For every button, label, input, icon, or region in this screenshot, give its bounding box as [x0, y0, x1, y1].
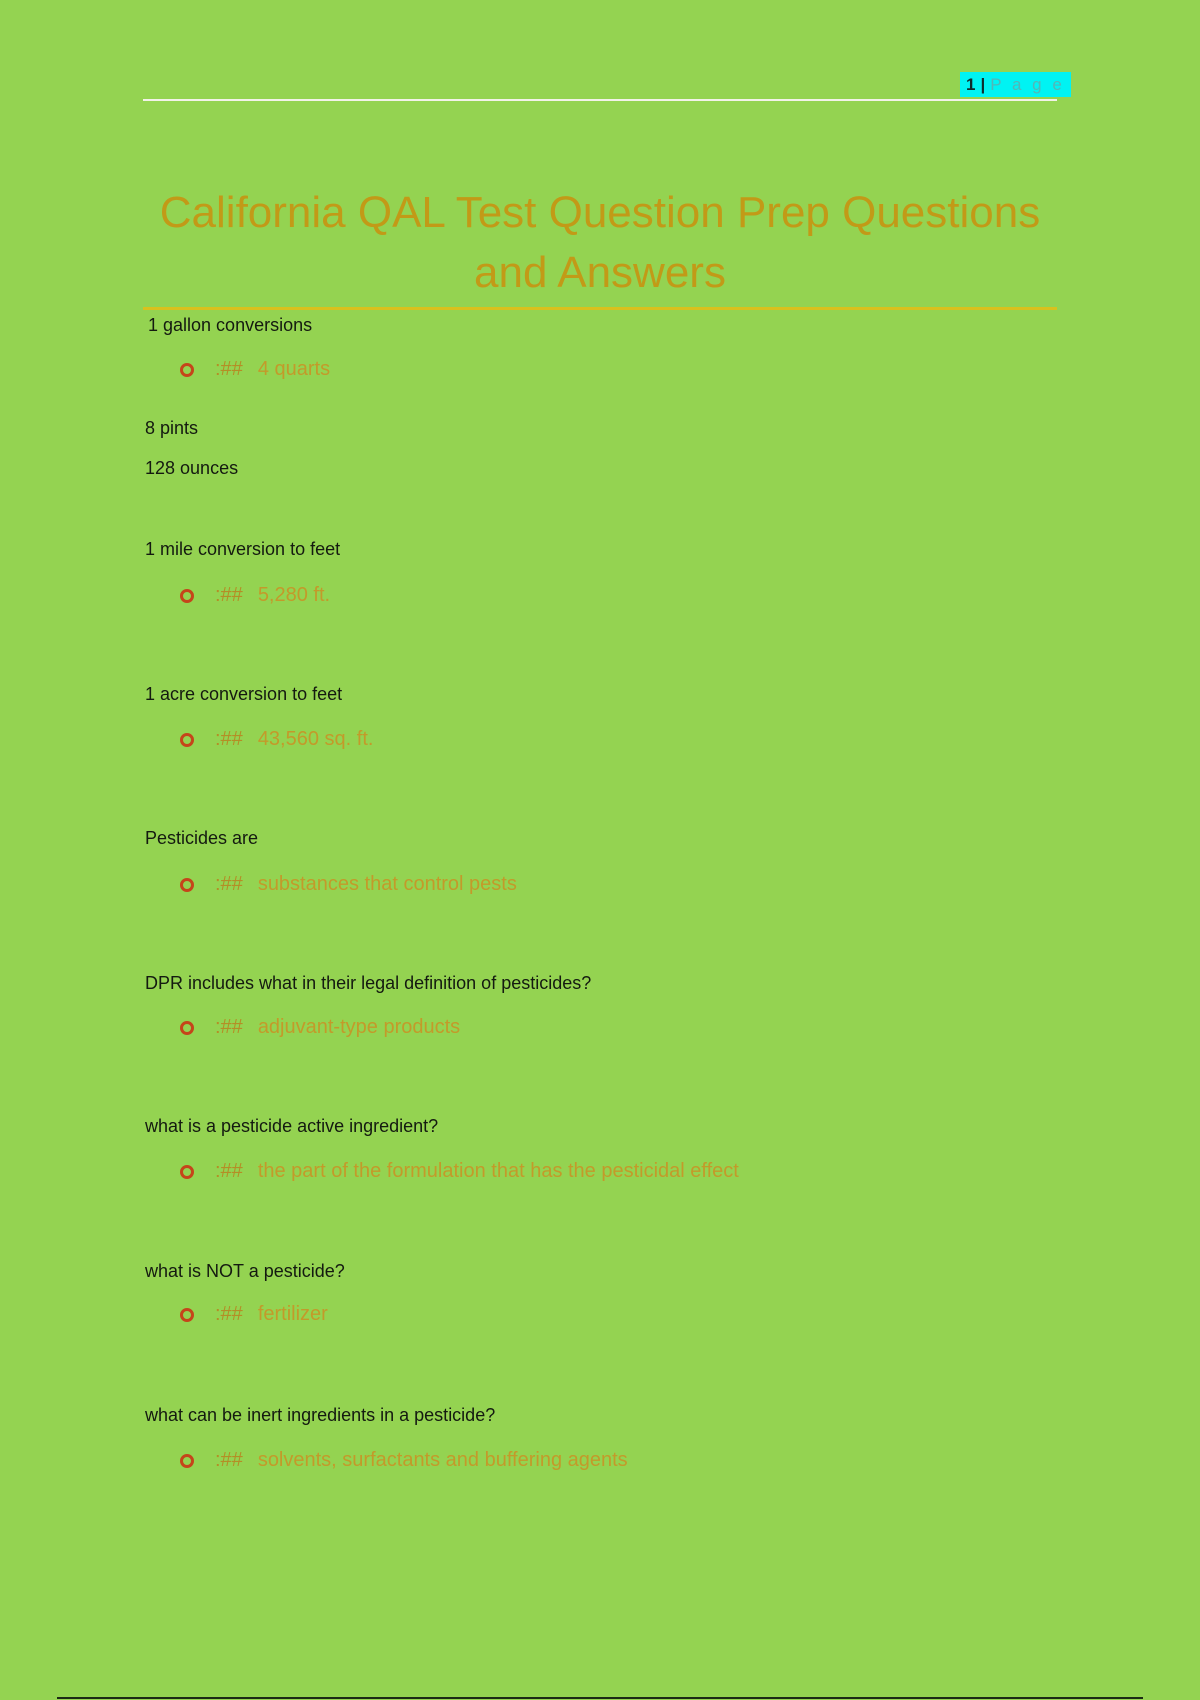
- answer-marker: :##: [215, 584, 243, 606]
- answer-marker: :##: [215, 728, 243, 750]
- answer-4: [180, 873, 517, 896]
- page-label: P a g e: [990, 75, 1065, 94]
- title-line-2: and Answers: [474, 248, 726, 297]
- question-1-extra-1: 8 pints: [145, 418, 199, 438]
- answer-7: [180, 1303, 328, 1326]
- question-2: 1 mile conversion to feet: [145, 539, 341, 559]
- document-title: [143, 183, 1057, 303]
- header-divider: [143, 99, 1057, 101]
- title-underline: [143, 307, 1057, 310]
- footer-divider: [57, 1697, 1143, 1699]
- answer-marker: :##: [215, 1449, 243, 1471]
- answer-marker: :##: [215, 1160, 243, 1182]
- circle-bullet-icon: [180, 1165, 194, 1179]
- answer-6: [180, 1160, 739, 1183]
- answer-text: 4 quarts: [257, 358, 331, 380]
- answer-marker: :##: [215, 358, 243, 380]
- page-separator: |: [980, 75, 989, 94]
- question-6: what is a pesticide active ingredient?: [145, 1116, 439, 1136]
- page-number: 1: [966, 75, 979, 94]
- answer-5: [180, 1016, 460, 1039]
- question-5: DPR includes what in their legal definition of pesticides?: [145, 973, 592, 993]
- question-3: 1 acre conversion to feet: [145, 684, 343, 704]
- title-line-1: California QAL Test Question Prep Questions: [159, 188, 1041, 237]
- question-8: what can be inert ingredients in a pesticide?: [145, 1405, 496, 1425]
- circle-bullet-icon: [180, 589, 194, 603]
- circle-bullet-icon: [180, 363, 194, 377]
- answer-1: [180, 358, 330, 381]
- question-4: Pesticides are: [145, 828, 259, 848]
- answer-text: the part of the formulation that has the pesticidal effect: [257, 1160, 739, 1182]
- page-number-badge: [960, 72, 1071, 97]
- answer-text: 5,280 ft.: [257, 584, 331, 606]
- circle-bullet-icon: [180, 733, 194, 747]
- answer-2: [180, 584, 330, 607]
- answer-marker: :##: [215, 1016, 243, 1038]
- answer-text: fertilizer: [257, 1303, 328, 1325]
- answer-text: substances that control pests: [257, 873, 517, 895]
- circle-bullet-icon: [180, 878, 194, 892]
- answer-marker: :##: [215, 873, 243, 895]
- answer-3: [180, 728, 373, 751]
- answer-marker: :##: [215, 1303, 243, 1325]
- circle-bullet-icon: [180, 1021, 194, 1035]
- answer-text: solvents, surfactants and buffering agents: [257, 1449, 628, 1471]
- question-1-extra-2: 128 ounces: [145, 458, 239, 478]
- question-7: what is NOT a pesticide?: [145, 1261, 345, 1281]
- answer-text: adjuvant-type products: [257, 1016, 461, 1038]
- circle-bullet-icon: [180, 1454, 194, 1468]
- answer-8: [180, 1449, 628, 1472]
- circle-bullet-icon: [180, 1308, 194, 1322]
- answer-text: 43,560 sq. ft.: [257, 728, 374, 750]
- question-1: 1 gallon conversions: [148, 315, 313, 335]
